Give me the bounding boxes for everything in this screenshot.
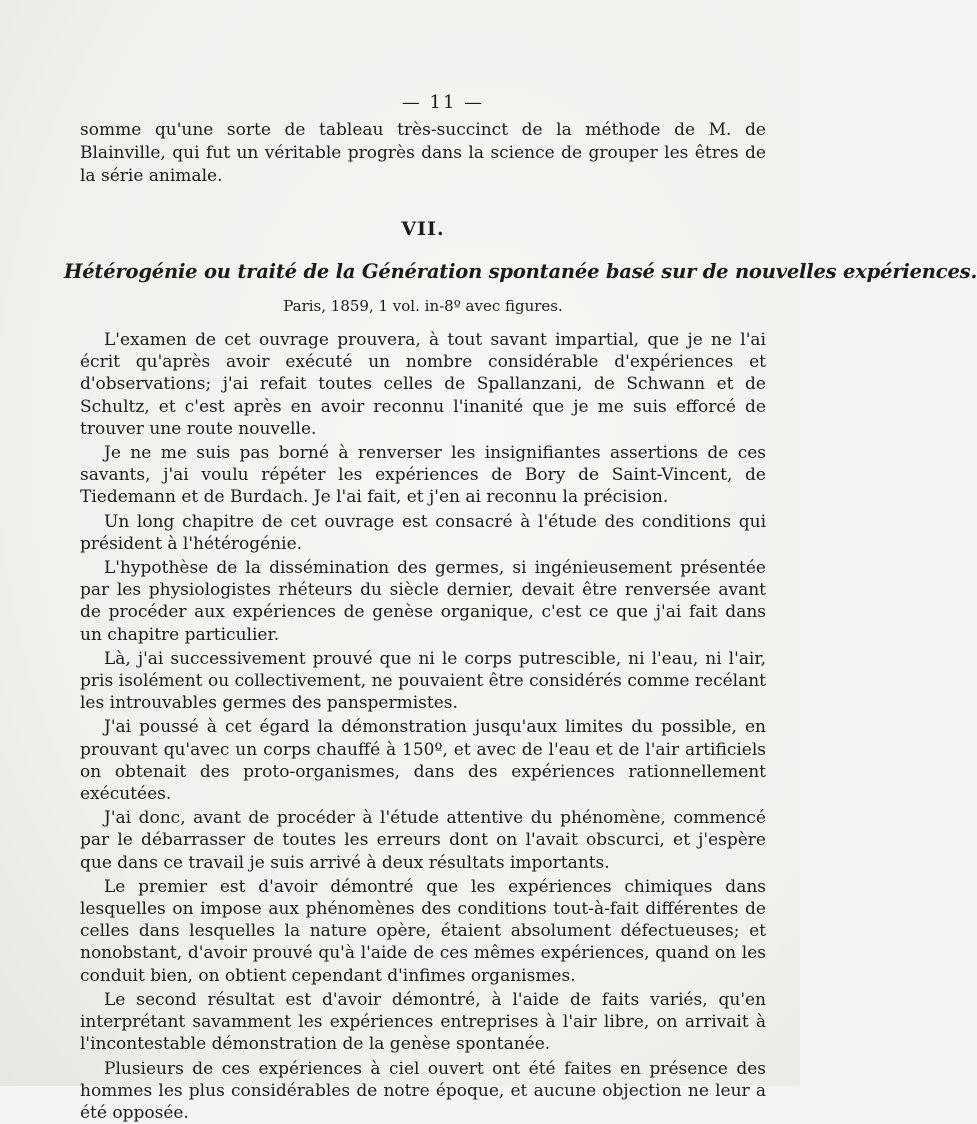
section-title: Hétérogénie ou traité de la Génération spontanée basé sur de nouvelles expériences. (64, 260, 766, 283)
paragraph: L'examen de cet ouvrage prouvera, à tout savant impartial, que je ne l'ai écrit qu'après avoir exécuté un nombre considérable d'expériences et d'observations; j'ai refait toutes celles de Spallanzani, de Schwann et de Schultz, et c'est après en avoir reconnu l'inanité que je me suis efforcé de trouver une route nouvelle. (80, 329, 766, 440)
paragraph: Le second résultat est d'avoir démontré, à l'aide de faits variés, qu'en interprétant savamment les expériences entreprises à l'air libre, on arrivait à l'incontestable démonstration de la genèse spontanée. (80, 989, 766, 1056)
paragraph: Un long chapitre de cet ouvrage est consacré à l'étude des conditions qui président à l'hétérogénie. (80, 511, 766, 555)
paragraph: J'ai poussé à cet égard la démonstration jusqu'aux limites du possible, en prouvant qu'avec un corps chauffé à 150º, et avec de l'eau et de l'air artificiels on obtenait des proto-organismes, dans des expériences rationnellement exécutées. (80, 716, 766, 805)
intro-paragraph: somme qu'une sorte de tableau très-succinct de la méthode de M. de Blainville, qui fut un véritable progrès dans la science de grouper les êtres de la série animale. (80, 119, 766, 188)
paragraph: Je ne me suis pas borné à renverser les insignifiantes assertions de ces savants, j'ai voulu répéter les expériences de Bory de Saint-Vincent, de Tiedemann et de Burdach. Je l'ai fait, et j'en ai reconnu la précision. (80, 442, 766, 509)
page-number: — 11 — (120, 92, 766, 113)
paragraph: L'hypothèse de la dissémination des germes, si ingénieusement présentée par les physiologistes rhéteurs du siècle dernier, devait être renversée avant de procéder aux expériences de genèse organique, c'est ce que j'ai fait dans un chapitre particulier. (80, 557, 766, 646)
body-text (80, 329, 766, 1124)
paragraph: Le premier est d'avoir démontré que les expériences chimiques dans lesquelles on impose aux phénomènes des conditions tout-à-fait différentes de celles dans lesquelles la nature opère, étaient absolument défectueuses; et nonobstant, d'avoir prouvé qu'à l'aide de ces mêmes expériences, quand on les conduit bien, on obtient cependant d'infimes organismes. (80, 876, 766, 987)
paragraph: Là, j'ai successivement prouvé que ni le corps putrescible, ni l'eau, ni l'air, pris isolément ou collectivement, ne pouvaient être considérés comme recélant les introuvables germes des panspermistes. (80, 648, 766, 715)
paragraph: Plusieurs de ces expériences à ciel ouvert ont été faites en présence des hommes les plus considérables de notre époque, et aucune objection ne leur a été opposée. (80, 1058, 766, 1124)
publication-info: Paris, 1859, 1 vol. in-8º avec figures. (80, 297, 766, 315)
section-number: VII. (80, 218, 766, 240)
paragraph: J'ai donc, avant de procéder à l'étude attentive du phénomène, commencé par le débarrasser de toutes les erreurs dont on l'avait obscurci, et j'espère que dans ce travail je suis arrivé à deux résultats importants. (80, 807, 766, 874)
